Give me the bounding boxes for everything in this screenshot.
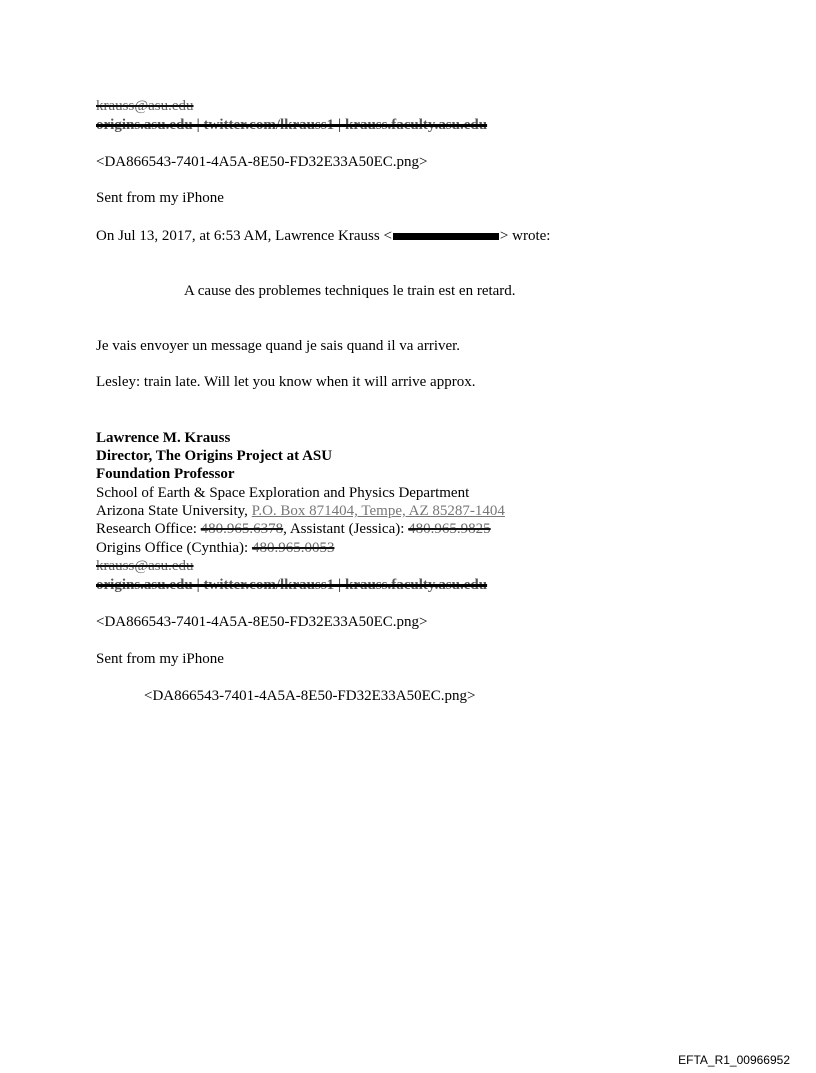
signature-email-text: krauss@asu.edu [96,558,194,574]
signature-title: Director, The Origins Project at ASU [96,448,333,464]
signature-links-text: origins.asu.edu | twitter.com/lkrauss1 | krauss.faculty.asu.edu [96,577,488,593]
french-notice: A cause des problemes techniques le train est en retard. [184,283,516,299]
attachment-line-2: <DA866543-7401-4A5A-8E50-FD32E33A50EC.png> [96,614,428,630]
quote-header [96,227,550,245]
quote-header-prefix: On Jul 13, 2017, at 6:53 AM, Lawrence Krauss < [96,228,392,244]
attachment-line-1: <DA866543-7401-4A5A-8E50-FD32E33A50EC.png> [96,154,428,170]
assistant-phone: 480.965.9825 [408,521,491,537]
sent-from-line-2: Sent from my iPhone [96,651,224,667]
quote-header-suffix: > wrote: [499,228,551,244]
signature-department: School of Earth & Space Exploration and Physics Department [96,485,470,501]
signature-position: Foundation Professor [96,466,235,482]
address-link[interactable]: P.O. Box 871404, Tempe, AZ 85287-1404 [251,503,505,519]
assistant-label: , Assistant (Jessica): [283,521,409,537]
struck-email-text: krauss@asu.edu [96,98,194,114]
top-struck-email [96,97,194,115]
signature-name: Lawrence M. Krauss [96,430,231,446]
research-office-phone: 480.965.6378 [200,521,284,537]
struck-links-text: origins.asu.edu | twitter.com/lkrauss1 | krauss.faculty.asu.edu [96,117,488,133]
sent-from-line-1: Sent from my iPhone [96,190,224,206]
origins-office-phone: 480.965.0053 [251,540,335,556]
attachment-line-3: <DA866543-7401-4A5A-8E50-FD32E33A50EC.png> [144,688,476,704]
top-struck-links [96,116,487,134]
signature-phones-line [96,520,491,538]
research-office-label: Research Office: [96,521,201,537]
english-message: Lesley: train late. Will let you know when it will arrive approx. [96,374,476,390]
document-id-footer: EFTA_R1_00966952 [678,1053,790,1067]
french-message: Je vais envoyer un message quand je sais quand il va arriver. [96,338,461,354]
signature-address-line [96,502,505,520]
redacted-email-bar [393,233,499,240]
signature-struck-email [96,557,194,575]
signature-struck-links [96,576,487,594]
signature-origins-office-line [96,539,334,557]
origins-office-label: Origins Office (Cynthia): [96,540,252,556]
university-name: Arizona State University, [96,503,252,519]
